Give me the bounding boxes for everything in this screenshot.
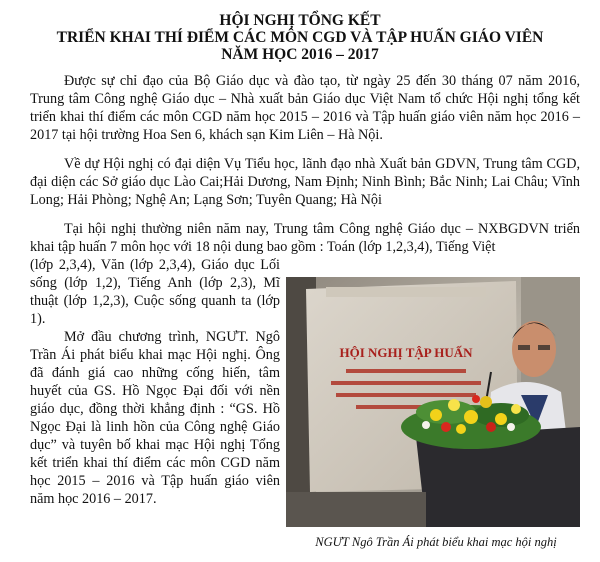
- title-line-2: TRIỂN KHAI THÍ ĐIỂM CÁC MÔN CGD VÀ TẬP HUẤN GIÁO VIÊN: [56, 29, 544, 46]
- photo-illustration: [286, 277, 580, 527]
- title-line-3: NĂM HỌC 2016 – 2017: [221, 46, 379, 63]
- title-line-1: HỘI NGHỊ TỔNG KẾT: [219, 12, 381, 29]
- photo-caption: NGƯT Ngô Trần Ái phát biểu khai mạc hội nghị: [315, 535, 557, 549]
- banner-text: HỘI NGHỊ TẬP HUẤN: [339, 345, 473, 360]
- paragraph-training-continued: (lớp 2,3,4), Văn (lớp 2,3,4), Giáo dục Lối sống (lớp 1,2), Tiếng Anh (lớp 2,3), Mĩ thuật (lớp 1,2,3), Cuộc sống quanh ta (lớp 1).: [30, 257, 280, 327]
- paragraph-attendees: Về dự Hội nghị có đại diện Vụ Tiểu học, lãnh đạo nhà Xuất bản GDVN, Trung tâm CGD, đại diện các Sở giáo dục Lào Cai;Hải Dương, Nam Định; Ninh Bình; Bắc Ninh; Lai Châu; Vĩnh Long; Hải Phòng; Nghệ An; Lạng Sơn; Tuyên Quang; Hà Nội: [30, 156, 580, 208]
- paragraph-training: Tại hội nghị thường niên năm nay, Trung tâm Công nghệ Giáo dục – NXBGDVN triển khai tập huấn 7 môn học với 18 nội dung bao gồm : Toán (lớp 1,2,3,4), Tiếng Việt: [30, 221, 580, 255]
- paragraph-opening: Mở đầu chương trình, NGƯT. Ngô Trần Ái phát biểu khai mạc Hội nghị. Ông đã đánh giá cao những cống hiến, tâm huyết của GS. Hồ Ngọc Đại đối với nền giáo dục, đồng thời khẳng định : “GS. Hồ Ngọc Đại là linh hồn của Công nghệ Giáo dục” và tuyên bố khai mạc Hội nghị Tổng kết triển khai thí điểm các môn CGD năm học 2015 – 2016 và Tập huấn giáo viên năm học 2016 – 2017.: [30, 329, 280, 507]
- paragraph-intro: Được sự chỉ đạo của Bộ Giáo dục và đào tạo, từ ngày 25 đến 30 tháng 07 năm 2016, Trung tâm Công nghệ Giáo dục – Nhà xuất bản Giáo dục Việt Nam tổ chức Hội nghị tổng kết triển khai thí điểm các môn CGD năm học 2015 – 2016 và Tập huấn giáo viên năm học 2016 – 2017 tại hội trường Hoa Sen 6, khách sạn Kim Liên – Hà Nội.: [30, 73, 580, 143]
- conference-photo: [286, 277, 580, 527]
